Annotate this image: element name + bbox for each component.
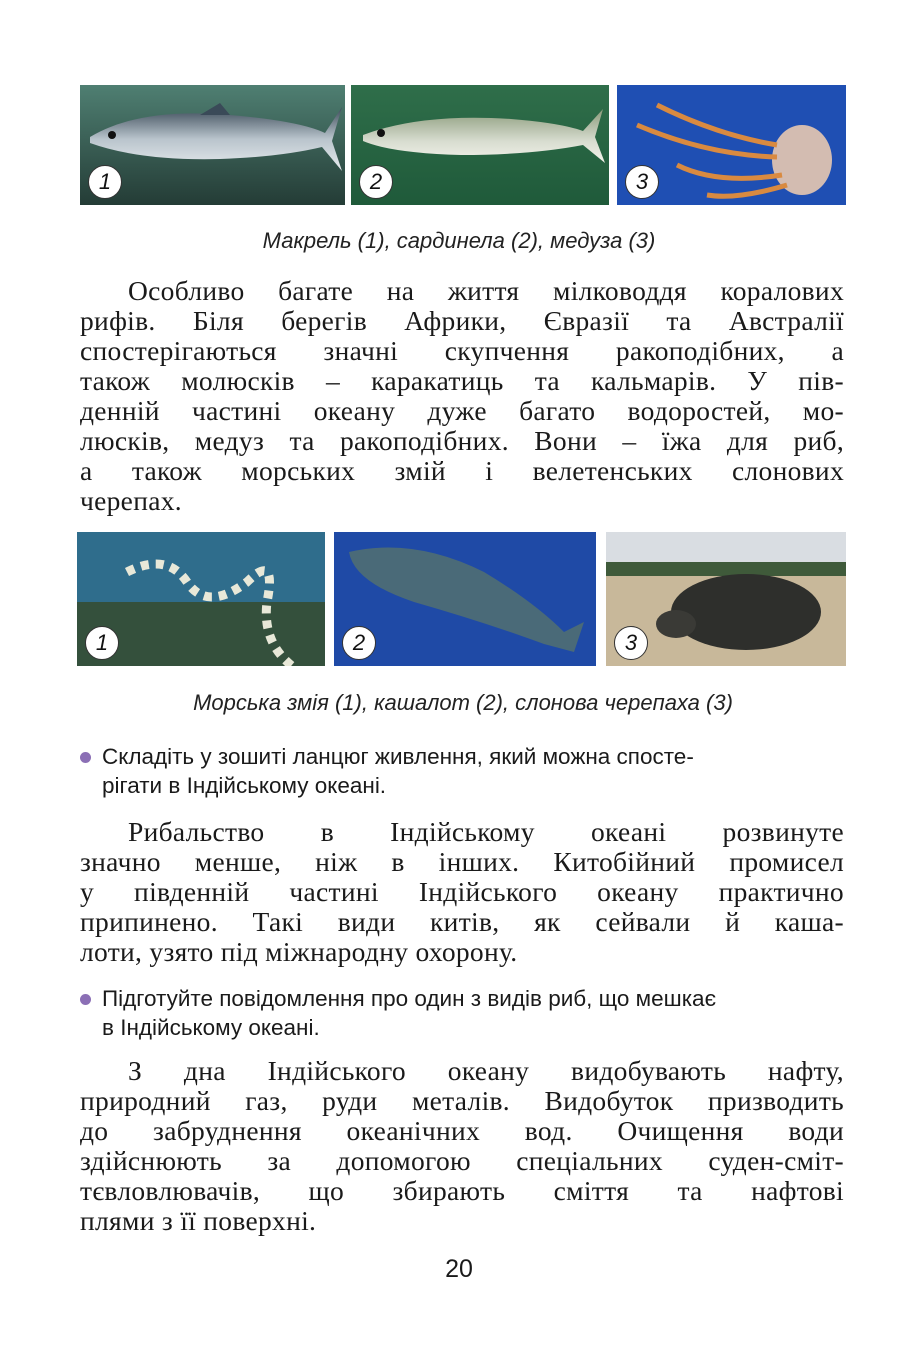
text-line: тєвловлювачів, що збирають сміття та нафтові: [80, 1175, 844, 1206]
text-line: також молюсків – каракатиць та кальмарів. У пів-: [80, 365, 844, 396]
photo-number-2: 2: [359, 165, 393, 199]
photo-mackerel: [80, 85, 345, 205]
paragraph-1: [80, 276, 844, 516]
text-line: Особливо багате на життя мілководдя коралових: [128, 275, 844, 306]
caption-2: Морська змія (1), кашалот (2), слонова черепаха (3): [193, 690, 733, 715]
photo-row-1: [80, 85, 846, 205]
task-1: [80, 742, 850, 800]
text-line: спостерігаються значні скупчення ракоподібних, а: [80, 335, 844, 366]
paragraph-2: [80, 817, 844, 967]
task-line: в Індійському океані.: [102, 1015, 320, 1040]
text-line: черепах.: [80, 485, 182, 516]
paragraph-3: [80, 1056, 844, 1236]
photo-row-2: [77, 532, 846, 666]
text-line: плями з її поверхні.: [80, 1205, 317, 1236]
text-line: значно менше, ніж в інших. Китобійний промисел: [80, 846, 844, 877]
text-line: припинено. Такі види китів, як сейвали й каша-: [80, 906, 844, 937]
text-line: З дна Індійського океану видобувають нафту,: [128, 1055, 844, 1086]
task-line: Підготуйте повідомлення про один з видів риб, що мешкає: [102, 986, 717, 1011]
task-2: [80, 984, 850, 1042]
photo-sardinella: [351, 85, 609, 205]
text-line: природний газ, руди металів. Видобуток призводить: [80, 1085, 844, 1116]
text-line: Рибальство в Індійському океані розвинуте: [128, 816, 844, 847]
photo-sperm-whale: [334, 532, 596, 666]
photo-number-2: 2: [342, 626, 376, 660]
text-line: до забруднення океанічних вод. Очищення води: [80, 1115, 844, 1146]
task-line: рігати в Індійському океані.: [102, 773, 387, 798]
photo-turtle: [606, 532, 846, 666]
photo-jellyfish: [617, 85, 846, 205]
photo-number-1: 1: [88, 165, 122, 199]
text-line: здійснюють за допомогою спеціальних суден-смiт-: [80, 1145, 844, 1176]
text-line: у південній частині Індійського океану практично: [80, 876, 844, 907]
text-line: а також морських змій і велетенських слонових: [80, 455, 844, 486]
bullet-icon: [80, 752, 91, 763]
text-line: лоти, узято під міжнародну охорону.: [80, 936, 518, 967]
photo-number-3: 3: [625, 165, 659, 199]
photo-number-1: 1: [85, 626, 119, 660]
text-line: рифів. Біля берегів Африки, Євразії та Австралії: [80, 305, 844, 336]
bullet-icon: [80, 994, 91, 1005]
text-line: денній частині океану дуже багато водоростей, мо-: [80, 395, 844, 426]
caption-1: Макрель (1), сардинела (2), медуза (3): [262, 228, 656, 253]
task-line: Складіть у зошиті ланцюг живлення, який можна спосте-: [102, 744, 694, 769]
photo-sea-snake: [77, 532, 325, 666]
text-line: люсків, медуз та ракоподібних. Вони – їжа для риб,: [80, 425, 844, 456]
photo-number-3: 3: [614, 626, 648, 660]
page-number: 20: [445, 1255, 473, 1283]
